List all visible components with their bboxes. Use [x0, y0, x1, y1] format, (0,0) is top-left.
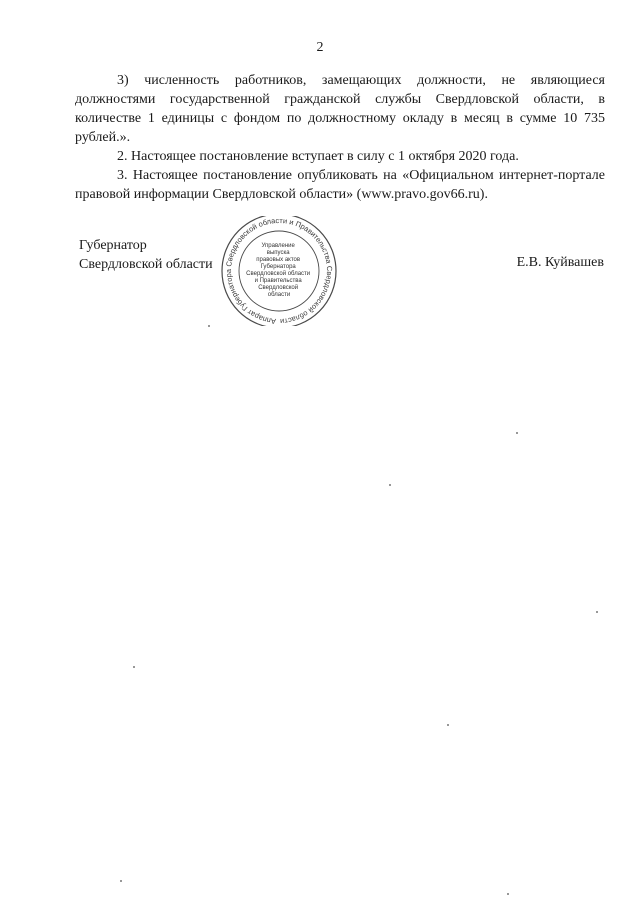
official-seal [219, 216, 339, 326]
scan-speck [133, 666, 135, 668]
scan-speck [389, 484, 391, 486]
seal-center-line: Свердловской области [246, 271, 311, 277]
seal-center-line: и Правительства [254, 278, 302, 284]
seal-center-line: Свердловской [258, 285, 299, 291]
seal-center-text [246, 243, 312, 298]
seal-ring-textpath: Аппарат Губернатора Свердловской области и Правительства Свердловской области [224, 216, 335, 326]
scan-speck [447, 724, 449, 726]
seal-center-line: правовых актов [256, 257, 301, 263]
seal-center-line: Управление [261, 243, 295, 249]
seal-center-line: Губернатора [260, 264, 296, 270]
seal-center-line: области [267, 292, 291, 298]
document-body [75, 71, 605, 204]
signatory-name: Е.В. Куйвашев [516, 255, 604, 270]
signatory-position-line-1: Губернатор [79, 238, 147, 253]
paragraph-staff-count: 3) численность работников, замещающих должности, не являющиеся должностями государственной гражданской службы Свердловской области, в количестве 1 единицы с фондом по должностному окладу в месяц в сумме 10 735 рублей.». [75, 73, 605, 145]
scan-speck [516, 432, 518, 434]
scan-speck [208, 325, 210, 327]
scan-speck [507, 893, 509, 895]
page-number: 2 [316, 40, 324, 55]
seal-center-line: выпуска [266, 250, 290, 256]
signatory-position [79, 236, 213, 274]
scan-speck [120, 880, 122, 882]
scan-speck [596, 611, 598, 613]
paragraph-publication: 3. Настоящее постановление опубликовать на «Официальном интернет-портале правовой информации Свердловской области» (www.pravo.gov66.ru). [75, 168, 605, 202]
paragraph-effective-date: 2. Настоящее постановление вступает в силу с 1 октября 2020 года. [117, 149, 519, 164]
signatory-position-line-2: Свердловской области [79, 257, 213, 272]
